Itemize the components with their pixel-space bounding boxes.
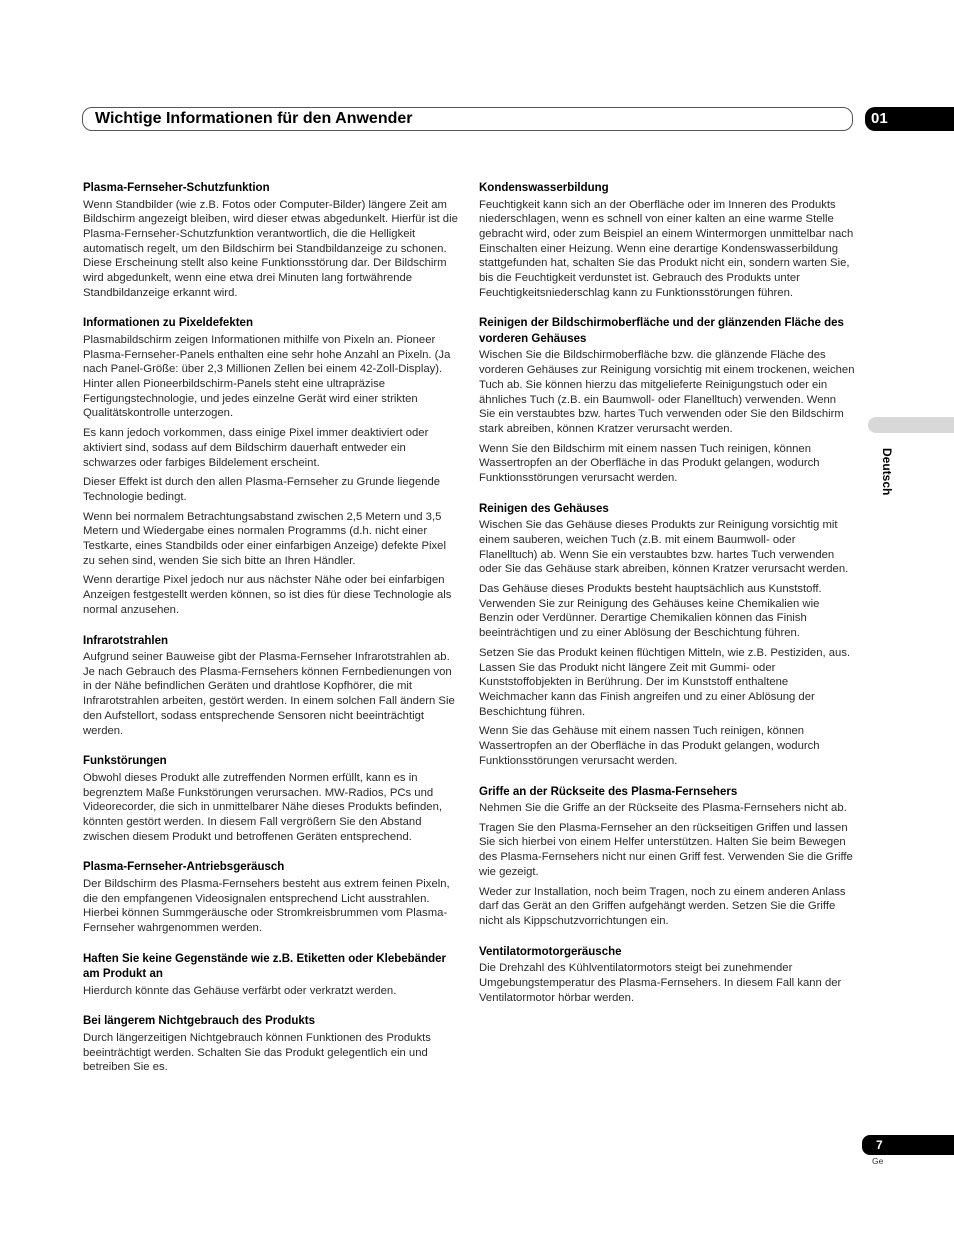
section (479, 945, 855, 1006)
right-column (479, 181, 855, 1021)
section (479, 316, 855, 485)
section (83, 952, 459, 999)
section-paragraph: Weder zur Installation, noch beim Tragen, noch zu einem anderen Anlass darf das Gerät an den Griffen aufgehängt werden. Setzen Sie die Griffe nicht als Kippschutzvorrichtungen ein. (479, 885, 846, 927)
section-paragraph: Plasmabildschirm zeigen Informationen mithilfe von Pixeln an. Pioneer Plasma-Fernseher-Panels enthalten eine sehr hohe Anzahl an Pixeln. (Ja nach Panel-Größe: über 2,3 Millionen Zellen bei einem 42-Zoll-Display). Hinter allen Pioneerbildschirm-Panels steht eine ultrapräzise Fertigungstechnologie, und jedes einzelne Gerät wird einer strikten Qualitätskontrolle unterzogen. (83, 333, 451, 420)
section-heading: Ventilatormotorgeräusche (479, 945, 622, 958)
section-heading: Bei längerem Nichtgebrauch des Produkts (83, 1015, 315, 1028)
section-heading: Plasma-Fernseher-Antriebsgeräusch (83, 861, 285, 874)
section (83, 754, 459, 844)
section-paragraph: Hierdurch könnte das Gehäuse verfärbt oder verkratzt werden. (83, 984, 397, 997)
section-paragraph: Wenn bei normalem Betrachtungsabstand zwischen 2,5 Metern und 3,5 Metern und Wiedergabe eines normalen Programms (d.h. nicht einer Testkarte, eines Standbilds oder einer einfarbigen Anzeige) defekte Pixel zu sehen sind, wenden Sie sich bitte an Ihren Händler. (83, 510, 446, 567)
section-paragraph: Wenn Sie das Gehäuse mit einem nassen Tuch reinigen, können Wassertropfen an der Oberfläche in das Produkt gelangen, wodurch Funktionsstörungen verursacht werden. (479, 725, 820, 767)
page-title: Wichtige Informationen für den Anwender (95, 110, 413, 127)
section-paragraph: Wischen Sie das Gehäuse dieses Produkts zur Reinigung vorsichtig mit einem sauberen, weichen Tuch (z.B. mit einem Baumwoll- oder Flanelltuch) ab. Wenn Sie ein verstaubtes bzw. hartes Tuch verwenden oder Sie das Gehäuse stark abreiben, können Kratzer verursacht werden. (479, 519, 849, 576)
left-column (83, 181, 459, 1091)
section-heading: Plasma-Fernseher-Schutzfunktion (83, 182, 270, 194)
section-heading: Reinigen des Gehäuses (479, 502, 609, 515)
section (479, 502, 855, 769)
section-paragraph: Wenn Standbilder (wie z.B. Fotos oder Computer-Bilder) längere Zeit am Bildschirm angezeigt bleiben, wird dieser etwas abgedunkelt. Hierfür ist die Plasma-Fernseher-Schutzfunktion verantwortlich, die die Helligkeit automatisch regelt, um den Bildschirm bei Standbildanzeige zu schonen. Diese Erscheinung stellt also keine Funktionsstörung dar. Der Bildschirm wird abgedunkelt, wenn eine etwa drei Minuten lang fortwährende Standbildanzeige erkannt wird. (83, 198, 458, 299)
section (83, 860, 459, 935)
section (83, 634, 459, 739)
section-paragraph: Das Gehäuse dieses Produkts besteht hauptsächlich aus Kunststoff. Verwenden Sie zur Reinigung des Gehäuses keine Chemikalien wie Benzin oder Verdünner. Derartige Chemikalien können das Finish beeinträchtigen und zu einer Ablösung der Beschichtung führen. (479, 583, 822, 640)
section-paragraph: Wenn derartige Pixel jedoch nur aus nächster Nähe oder bei einfarbigen Anzeigen festgestellt werden können, so ist dies für diese Technologie als normal anzusehen. (83, 574, 452, 616)
section-paragraph: Wischen Sie die Bildschirmoberfläche bzw. die glänzende Fläche des vorderen Gehäuses zur Reinigung vorsichtig mit einem trockenen, weichen Tuch ab. Sie können hierzu das mitgelieferte Reinigungstuch oder ein ähnliches Tuch (z.B. ein Baumwoll- oder Flanelltuch) verwenden. Wenn Sie ein verstaubtes bzw. hartes Tuch verwenden oder Sie den Bildschirm stark abreiben, können Kratzer verursacht werden. (479, 349, 855, 435)
section-heading: Haften Sie keine Gegenstände wie z.B. Etiketten oder Klebebänder am Produkt an (83, 952, 446, 981)
section-paragraph: Obwohl dieses Produkt alle zutreffenden Normen erfüllt, kann es in begrenztem Maße Funkstörungen verursachen. MW-Radios, PCs und Videorecorder, die sich in unmittelbarer Nähe dieses Produkts befinden, könnten gestört werden. In diesem Fall vergrößern Sie den Abstand zwischen diesem Produkt und betroffenen Geräten entsprechend. (83, 771, 442, 843)
section-paragraph: Setzen Sie das Produkt keinen flüchtigen Mitteln, wie z.B. Pestiziden, aus. Lassen Sie das Produkt nicht längere Zeit mit Gummi- oder Kunststoffobjekten in Berührung. Der im Kunststoff enthaltene Weichmacher kann das Finish angreifen und zu einer Ablösung der Beschichtung führen. (479, 646, 851, 718)
section-paragraph: Nehmen Sie die Griffe an der Rückseite des Plasma-Fernsehers nicht ab. (479, 802, 847, 814)
section-paragraph: Feuchtigkeit kann sich an der Oberfläche oder im Inneren des Produkts niederschlagen, wenn es schnell von einer kalten an eine warme Stelle gebracht wird, oder zum Beispiel an einem Wintermorgen unmittelbar nach Einschalten einer Heizung. Wenn eine derartige Kondenswasserbildung stattgefunden hat, schalten Sie das Produkt nicht ein, sondern warten Sie, bis die Feuchtigkeit verdunstet ist. Gebrauch des Produkts unter Feuchtigkeitsniederschlag kann zu Funktionsstörungen führen. (479, 198, 854, 299)
section-paragraph: Wenn Sie den Bildschirm mit einem nassen Tuch reinigen, können Wassertropfen an der Oberfläche in das Produkt gelangen, wodurch Funktionsstörungen verursacht werden. (479, 442, 820, 485)
section-heading: Kondenswasserbildung (479, 182, 609, 194)
section-heading: Griffe an der Rückseite des Plasma-Fernsehers (479, 785, 738, 798)
language-label: Deutsch (880, 448, 894, 496)
section-paragraph: Es kann jedoch vorkommen, dass einige Pixel immer deaktiviert oder aktiviert sind, sodass auf dem Bildschirm dauerhaft entweder ein schwarzes oder farbiges Bildelement erscheint. (83, 427, 429, 469)
section (83, 181, 459, 300)
section-paragraph: Der Bildschirm des Plasma-Fernsehers besteht aus extrem feinen Pixeln, die den empfangenen Videosignalen entsprechend Licht ausstrahlen. Hierbei können Summgeräusche oder Stromkreisbrummen vom Plasma-Fernseher wahrgenommen werden. (83, 877, 450, 934)
chapter-number: 01 (865, 107, 954, 131)
section-paragraph: Die Drehzahl des Kühlventilatormotors steigt bei zunehmender Umgebungstemperatur des Plasma-Fernsehers. In diesem Fall kann der Ventilatormotor hörbar werden. (479, 962, 842, 1004)
section-paragraph: Aufgrund seiner Bauweise gibt der Plasma-Fernseher Infrarotstrahlen ab. Je nach Gebrauch des Plasma-Fernsehers können Fernbedienungen von in der Nähe befindlichen Geräten und drahtlose Kopfhörer, die mit Infrarotstrahlen arbeiten, gestört werden. In einem solchen Fall ändern Sie den Aufstellort, sodass entsprechende Sensoren nicht beeinträchtigt werden. (83, 651, 455, 737)
section-heading: Funkstörungen (83, 755, 167, 768)
section-paragraph: Tragen Sie den Plasma-Fernseher an den rückseitigen Griffen und lassen Sie sich hierbei von einem Helfer unterstützen. Halten Sie beim Bewegen des Plasma-Fernsehers nicht nur einen Griff fest. Verwenden Sie die Griffe wie gezeigt. (479, 821, 853, 878)
section (83, 316, 459, 617)
section-heading: Informationen zu Pixeldefekten (83, 317, 253, 330)
section-heading: Infrarotstrahlen (83, 634, 168, 647)
section (479, 785, 855, 929)
section-paragraph: Durch längerzeitigen Nichtgebrauch können Funktionen des Produkts beeinträchtigt werden. Schalten Sie das Produkt gelegentlich ein und betreiben Sie es. (83, 1031, 431, 1074)
page-number: 7 (862, 1135, 954, 1155)
section (83, 1014, 459, 1075)
section-paragraph: Dieser Effekt ist durch den allen Plasma-Fernseher zu Grunde liegende Technologie bedingt. (83, 476, 441, 503)
section (479, 181, 855, 300)
language-tab (868, 417, 954, 433)
section-heading: Reinigen der Bildschirmoberfläche und der glänzenden Fläche des vorderen Gehäuses (479, 317, 844, 345)
page-language-code: Ge (872, 1156, 884, 1166)
